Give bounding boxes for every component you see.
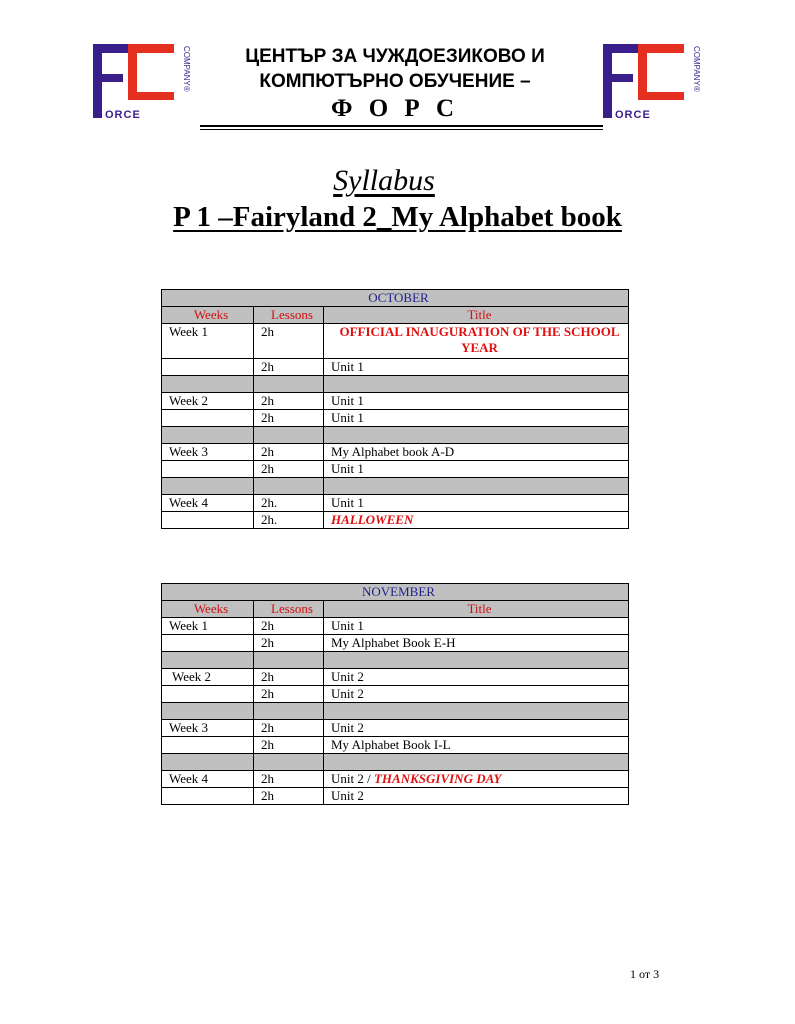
title-cell: Unit 1 [324, 495, 629, 512]
week-cell: Week 3 [162, 444, 254, 461]
table-row [162, 669, 629, 686]
table-row [162, 512, 629, 529]
page-number: 1 от 3 [630, 967, 660, 981]
title-cell: HALLOWEEN [331, 512, 414, 527]
table-row [162, 618, 629, 635]
col-header-weeks: Weeks [162, 601, 254, 618]
table-row [162, 635, 629, 652]
lessons-cell: 2h [254, 635, 324, 652]
table-row [162, 324, 629, 359]
week-cell [162, 359, 254, 376]
separator-row [162, 478, 629, 495]
week-cell: Week 3 [162, 720, 254, 737]
school-name-line2: КОМПЮТЪРНО ОБУЧЕНИЕ – [259, 71, 531, 92]
week-cell: Week 1 [162, 324, 254, 359]
separator-row [162, 376, 629, 393]
lessons-cell: 2h [254, 461, 324, 478]
week-cell [162, 686, 254, 703]
header-rule [200, 125, 603, 127]
table-row [162, 393, 629, 410]
table-row [162, 495, 629, 512]
month-heading: OCTOBER [162, 290, 629, 307]
week-cell [162, 461, 254, 478]
table-row [162, 720, 629, 737]
week-cell: Week 4 [162, 771, 254, 788]
november-table [161, 583, 629, 805]
week-cell [162, 737, 254, 754]
separator-row [162, 703, 629, 720]
week-cell [162, 635, 254, 652]
separator-row [162, 427, 629, 444]
lessons-cell: 2h [254, 771, 324, 788]
lessons-cell: 2h [254, 393, 324, 410]
header-rule-thin [200, 129, 603, 130]
october-table [161, 289, 629, 529]
title-text: Unit 2 / [331, 771, 374, 786]
lessons-cell: 2h. [254, 495, 324, 512]
title-cell: Unit 1 [324, 618, 629, 635]
month-heading: NOVEMBER [162, 584, 629, 601]
thanksgiving-text: THANKSGIVING DAY [373, 771, 502, 786]
week-cell [162, 788, 254, 805]
title-cell: Unit 2 [324, 788, 629, 805]
col-header-lessons: Lessons [254, 601, 324, 618]
title-cell [324, 771, 629, 788]
separator-row [162, 652, 629, 669]
lessons-cell: 2h [254, 444, 324, 461]
school-name-line1: ЦЕНТЪР ЗА ЧУЖДОЕЗИКОВО И [245, 46, 545, 67]
lessons-cell: 2h [254, 359, 324, 376]
lessons-cell: 2h [254, 720, 324, 737]
table-row [162, 359, 629, 376]
week-cell: Week 1 [162, 618, 254, 635]
week-cell: Week 2 [162, 669, 254, 686]
separator-row [162, 754, 629, 771]
week-cell [162, 512, 254, 529]
title-cell: My Alphabet Book I-L [324, 737, 629, 754]
lessons-cell: 2h [254, 737, 324, 754]
title-cell: Unit 1 [324, 393, 629, 410]
logo-company-text: COMPANY® [182, 46, 191, 92]
title-cell: My Alphabet book A-D [324, 444, 629, 461]
title-cell: My Alphabet Book E-H [324, 635, 629, 652]
col-header-title: Title [324, 601, 629, 618]
table-row [162, 410, 629, 427]
lessons-cell: 2h [254, 618, 324, 635]
week-cell: Week 4 [162, 495, 254, 512]
lessons-cell: 2h [254, 686, 324, 703]
lessons-cell: 2h [254, 410, 324, 427]
course-title: P 1 –Fairyland 2_My Alphabet book [173, 201, 622, 233]
lessons-cell: 2h. [254, 512, 324, 529]
title-cell: Unit 1 [324, 410, 629, 427]
company-logo-left [90, 42, 190, 124]
lessons-cell: 2h [254, 324, 324, 359]
company-logo-right [600, 42, 700, 124]
col-header-title: Title [324, 307, 629, 324]
title-cell: Unit 1 [324, 359, 629, 376]
week-cell: Week 2 [162, 393, 254, 410]
week-cell [162, 410, 254, 427]
col-header-weeks: Weeks [162, 307, 254, 324]
title-cell: OFFICIAL INAUGURATION OF THE SCHOOL YEAR [339, 324, 620, 355]
page-title: Syllabus [333, 164, 435, 197]
school-name-force: Ф О Р С [331, 95, 459, 122]
logo-force-text: ORCE [105, 109, 141, 121]
title-cell: Unit 2 [324, 686, 629, 703]
lessons-cell: 2h [254, 669, 324, 686]
school-name [200, 44, 590, 121]
title-cell: Unit 2 [324, 720, 629, 737]
logo-company-text: COMPANY® [692, 46, 701, 92]
table-row [162, 788, 629, 805]
table-row [162, 771, 629, 788]
table-row [162, 461, 629, 478]
lessons-cell: 2h [254, 788, 324, 805]
table-row [162, 686, 629, 703]
logo-force-text: ORCE [615, 109, 651, 121]
col-header-lessons: Lessons [254, 307, 324, 324]
table-row [162, 737, 629, 754]
title-cell: Unit 1 [324, 461, 629, 478]
title-cell: Unit 2 [324, 669, 629, 686]
table-row [162, 444, 629, 461]
